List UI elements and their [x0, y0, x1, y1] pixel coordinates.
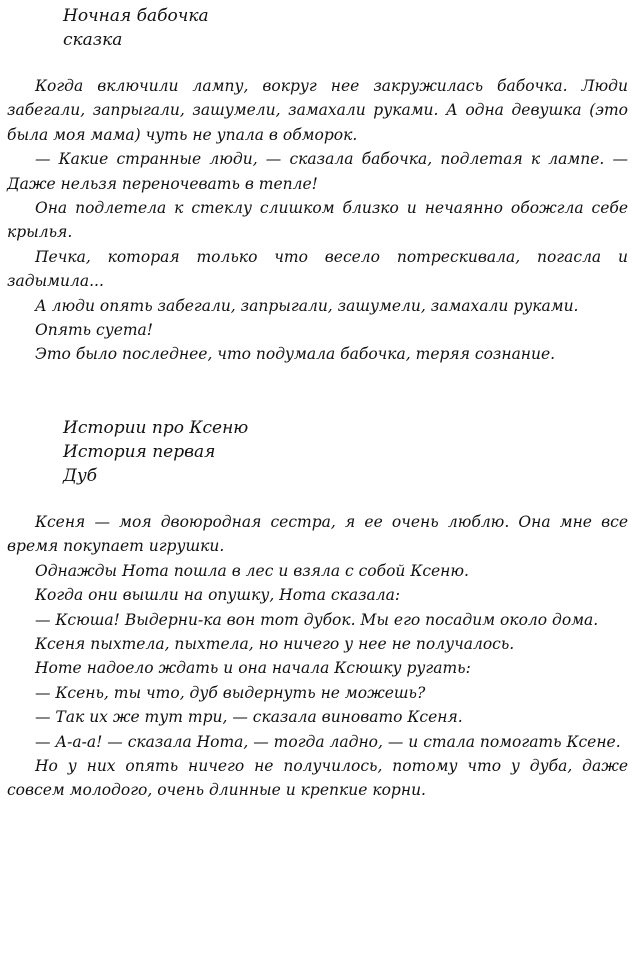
paragraph: Это было последнее, что подумала бабочка, теряя сознание. — [35, 345, 556, 364]
story-body — [7, 510, 628, 803]
paragraph: Она подлетела к стеклу слишком близко и нечаянно обожгла себе крылья. — [7, 199, 628, 242]
paragraph: Ксеня пыхтела, пыхтела, но ничего у нее не получалось. — [35, 634, 515, 653]
paragraph: Ноте надоело ждать и она начала Ксюшку ругать: — [35, 659, 471, 678]
series-title: Истории про Ксеню — [63, 417, 249, 438]
paragraph: — Так их же тут три, — сказала виновато Ксеня. — [35, 708, 463, 727]
story-ksenya — [7, 416, 628, 803]
story-body — [7, 74, 628, 367]
story-title: Ночная бабочка — [63, 6, 209, 26]
story-title: Дуб — [63, 465, 98, 486]
paragraph: Когда включили лампу, вокруг нее закружилась бабочка. Люди забегали, запрыгали, зашумели, замахали руками. А одна девушка (это была моя мама) чуть не упала в обморок. — [7, 77, 628, 144]
paragraph: Когда они вышли на опушку, Нота сказала: — [35, 586, 401, 605]
paragraph: — Какие странные люди, — сказала бабочка, подлетая к лампе. — Даже нельзя переночевать в тепле! — [7, 150, 628, 193]
paragraph: Но у них опять ничего не получилось, потому что у дуба, даже совсем молодого, очень длинные и крепкие корни. — [7, 756, 628, 800]
story-subtitle: сказка — [63, 30, 123, 50]
paragraph: Печка, которая только что весело потрескивала, погасла и задымила... — [7, 247, 628, 291]
paragraph: — Ксень, ты что, дуб выдернуть не можешь? — [35, 683, 426, 702]
paragraph: Ксеня — моя двоюродная сестра, я ее очень люблю. Она мне все время покупает игрушки. — [7, 512, 628, 556]
paragraph: Опять суета! — [35, 321, 154, 340]
story-heading — [63, 416, 628, 488]
paragraph: Однажды Нота пошла в лес и взяла с собой Ксеню. — [35, 561, 469, 580]
paragraph: А люди опять забегали, запрыгали, зашумели, замахали руками. — [35, 296, 579, 315]
story-butterfly — [7, 4, 628, 367]
story-heading — [63, 4, 628, 52]
paragraph: — А-а-а! — сказала Нота, — тогда ладно, — и стала помогать Ксене. — [35, 732, 621, 751]
section-gap — [7, 367, 628, 416]
chapter-title: История первая — [63, 441, 216, 462]
paragraph: — Ксюша! Выдерни-ка вон тот дубок. Мы его посадим около дома. — [35, 610, 599, 629]
